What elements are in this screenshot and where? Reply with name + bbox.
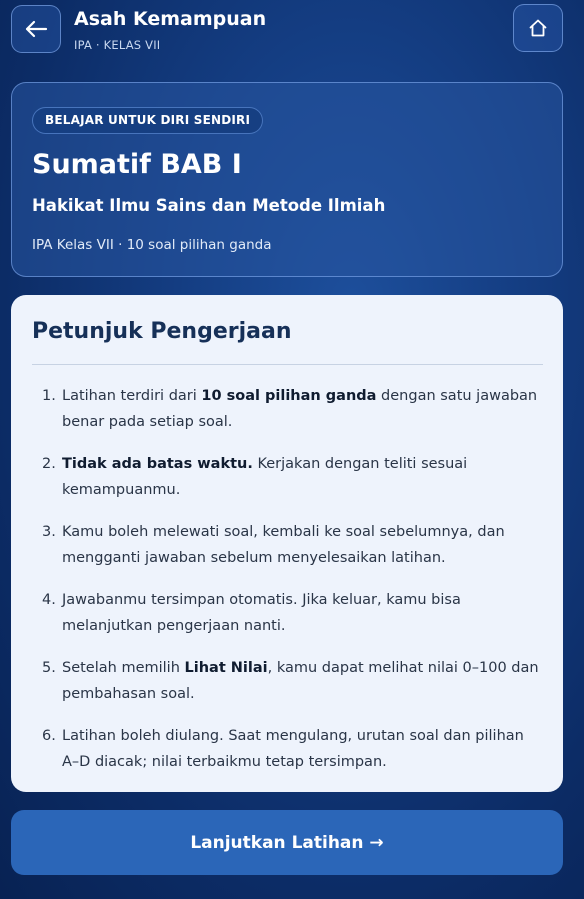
instruction-item: 2. Tidak ada batas waktu. Kerjakan dengan teliti sesuai kemampuanmu. bbox=[42, 456, 468, 498]
home-icon bbox=[528, 18, 548, 38]
instruction-item: 4. Jawabanmu tersimpan otomatis. Jika keluar, kamu bisa melanjutkan pengerjaan nanti. bbox=[42, 592, 461, 634]
continue-button[interactable]: Lanjutkan Latihan → bbox=[11, 810, 563, 875]
header-subtitle: IPA · KELAS VII bbox=[74, 38, 161, 52]
header-title: Asah Kemampuan bbox=[74, 8, 267, 30]
instruction-item: 5. Setelah memilih Lihat Nilai, kamu dapat melihat nilai 0–100 dan pembahasan soal. bbox=[42, 660, 539, 702]
quiz-subtitle: Hakikat Ilmu Sains dan Metode Ilmiah bbox=[32, 196, 386, 215]
home-button[interactable] bbox=[513, 4, 563, 52]
mode-badge: BELAJAR UNTUK DIRI SENDIRI bbox=[32, 107, 263, 134]
quiz-meta: IPA Kelas VII · 10 soal pilihan ganda bbox=[32, 237, 272, 253]
instruction-item: 1. Latihan terdiri dari 10 soal pilihan ganda dengan satu jawaban benar pada setiap soal. bbox=[42, 388, 538, 430]
instructions-list bbox=[32, 383, 543, 791]
quiz-title: Sumatif BAB I bbox=[32, 149, 242, 180]
instructions-card bbox=[11, 295, 563, 792]
instruction-item: 6. Latihan boleh diulang. Saat mengulang, urutan soal dan pilihan A–D diacak; nilai terbaikmu tetap tersimpan. bbox=[42, 728, 524, 770]
divider bbox=[32, 364, 543, 365]
instructions-title: Petunjuk Pengerjaan bbox=[32, 319, 292, 344]
back-button[interactable] bbox=[11, 5, 61, 53]
quiz-info-card bbox=[11, 82, 563, 277]
app-header bbox=[0, 0, 584, 62]
arrow-left-icon bbox=[24, 20, 48, 38]
instruction-item: 3. Kamu boleh melewati soal, kembali ke soal sebelumnya, dan mengganti jawaban sebelum menyelesaikan latihan. bbox=[42, 524, 505, 566]
